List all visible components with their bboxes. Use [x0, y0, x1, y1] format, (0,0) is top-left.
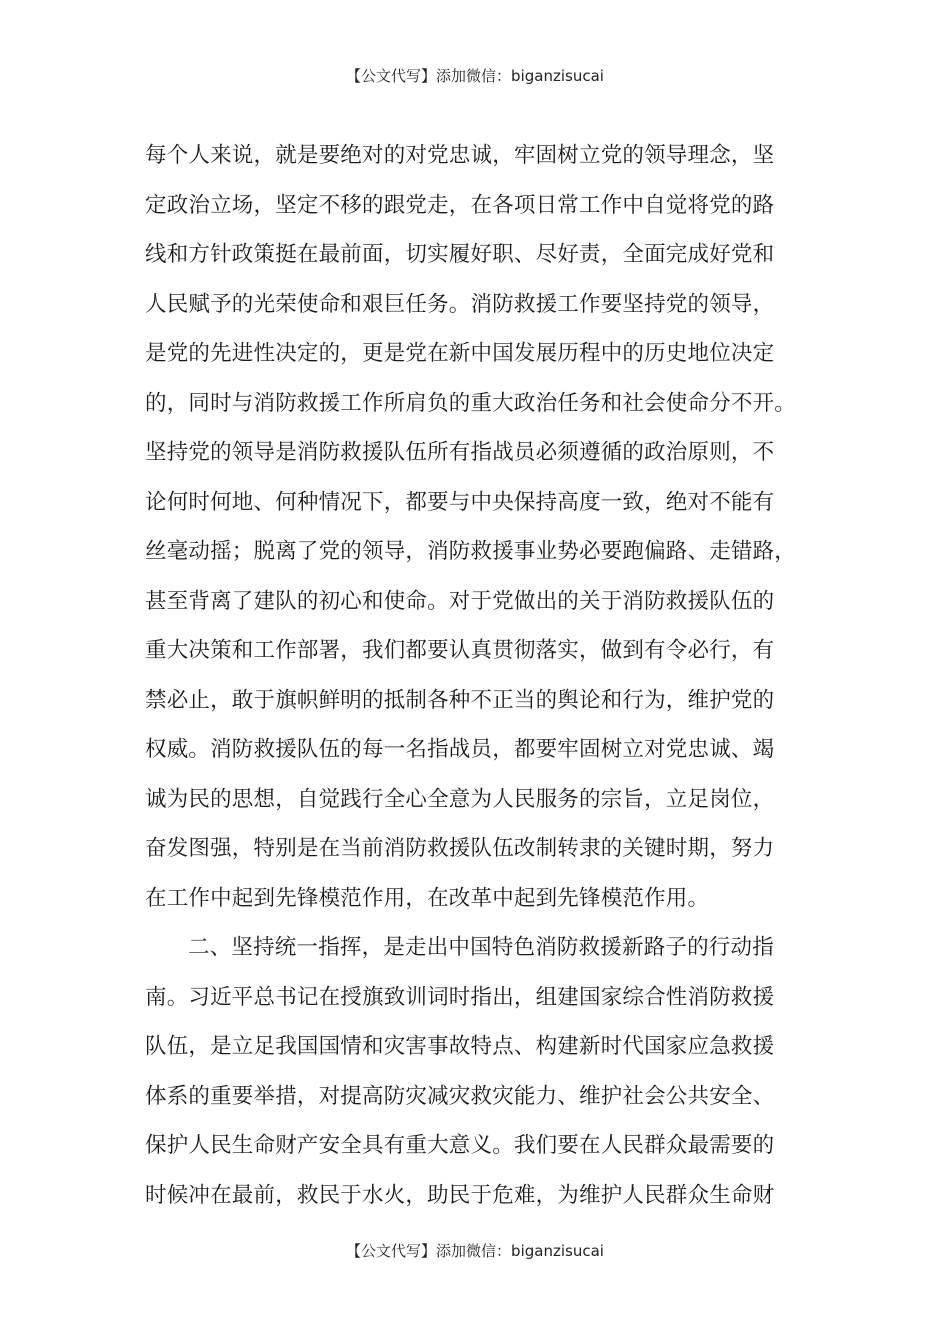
page-header: 【公文代写】添加微信：biganzisucai: [346, 67, 604, 85]
text-line: 诚为民的思想，自觉践行全心全意为人民服务的宗旨，立足岗位，: [145, 786, 775, 812]
text-line: 人民赋予的光荣使命和艰巨任务。消防救援工作要坚持党的领导，: [145, 291, 775, 317]
document-body: [145, 131, 825, 1220]
page-footer: 【公文代写】添加微信：biganzisucai: [346, 1242, 604, 1260]
text-line: 禁必止，敢于旗帜鲜明的抵制各种不正当的舆论和行为，维护党的: [145, 687, 775, 713]
paragraph-start-line: 二、坚持统一指挥，是走出中国特色消防救援新路子的行动指: [188, 935, 774, 960]
text-line: 定政治立场，坚定不移的跟党走，在各项日常工作中自觉将党的路: [145, 192, 775, 218]
text-line: 重大决策和工作部署，我们都要认真贯彻落实，做到有令必行，有: [145, 638, 775, 663]
text-line: 论何时何地、何种情况下，都要与中央保持高度一致，绝对不能有: [145, 489, 775, 515]
text-line: 在工作中起到先锋模范作用，在改革中起到先锋模范作用。: [145, 885, 710, 911]
text-line: 南。习近平总书记在授旗致训词时指出，组建国家综合性消防救援: [145, 984, 775, 1010]
text-line: 甚至背离了建队的初心和使命。对于党做出的关于消防救援队伍的: [145, 588, 775, 614]
text-line: 时候冲在最前，救民于水火，助民于危难，为维护人民群众生命财: [145, 1182, 775, 1208]
text-line: 是党的先进性决定的，更是党在新中国发展历程中的历史地位决定: [145, 341, 775, 366]
text-line: 奋发图强，特别是在当前消防救援队伍改制转隶的关键时期，努力: [145, 836, 775, 861]
text-line: 丝毫动摇；脱离了党的领导，消防救援事业势必要跑偏路、走错路，: [145, 539, 797, 564]
text-line: 体系的重要举措，对提高防灾减灾救灾能力、维护社会公共安全、: [145, 1083, 775, 1109]
text-line: 队伍，是立足我国国情和灾害事故特点、构建新时代国家应急救援: [145, 1034, 775, 1059]
text-line: 的，同时与消防救援工作所肩负的重大政治任务和社会使命分不开。: [145, 390, 797, 416]
text-line: 坚持党的领导是消防救援队伍所有指战员必须遵循的政治原则，不: [145, 440, 775, 465]
text-line: 线和方针政策挺在最前面，切实履好职、尽好责，全面完成好党和: [145, 242, 775, 267]
text-line: 每个人来说，就是要绝对的对党忠诚，牢固树立党的领导理念，坚: [145, 143, 775, 168]
text-line: 权威。消防救援队伍的每一名指战员，都要牢固树立对党忠诚、竭: [145, 737, 775, 762]
text-line: 保护人民生命财产安全具有重大意义。我们要在人民群众最需要的: [145, 1133, 775, 1158]
